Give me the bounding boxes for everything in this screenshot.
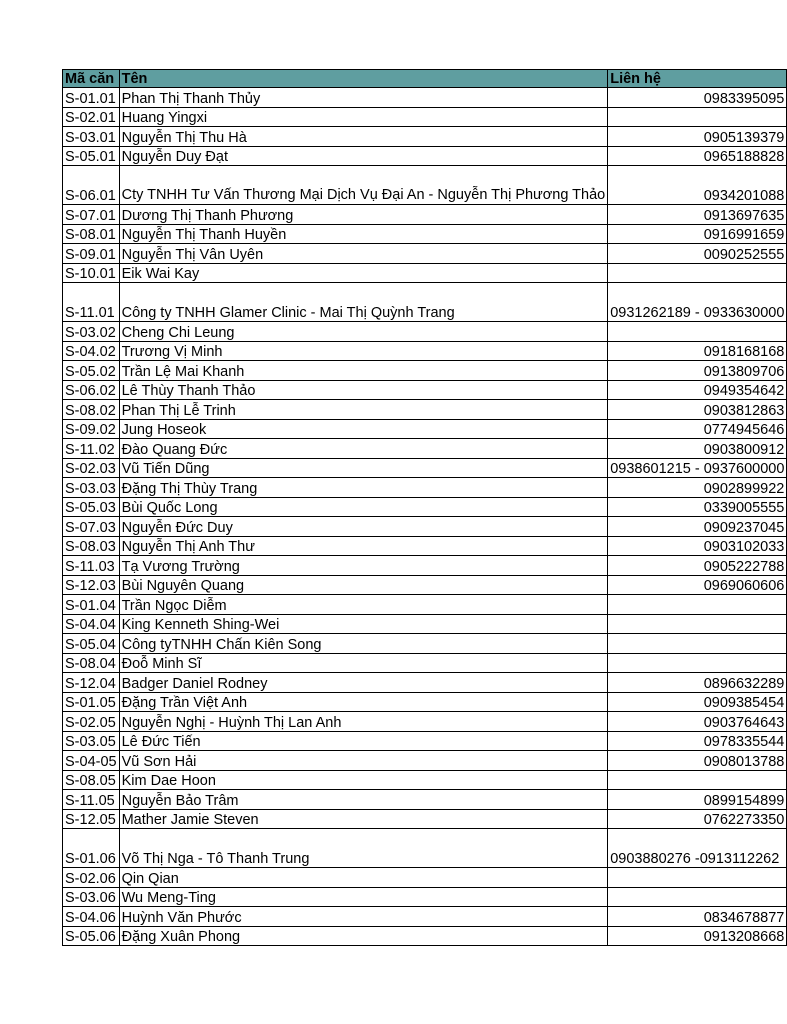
owner-name-cell: Bùi Quốc Long	[119, 497, 608, 517]
owner-name-cell: Cty TNHH Tư Vấn Thương Mại Dịch Vụ Đại An - Nguyễn Thị Phương Thảo	[119, 166, 608, 205]
owner-name-cell: Tạ Vương Trường	[119, 556, 608, 576]
table-row	[63, 283, 787, 322]
contact-phone-cell: 0949354642	[608, 380, 787, 400]
table-row	[63, 731, 787, 751]
contact-phone-cell: 0916991659	[608, 224, 787, 244]
unit-code-cell: S-08.05	[63, 770, 120, 790]
unit-code-cell: S-11.05	[63, 790, 120, 810]
table-body	[63, 88, 787, 946]
contact-phone-cell: 0909385454	[608, 692, 787, 712]
contact-phone-cell: 0934201088	[608, 166, 787, 205]
unit-code-cell: S-04.06	[63, 907, 120, 927]
unit-code-cell: S-01.05	[63, 692, 120, 712]
owner-name-cell: Đặng Trần Việt Anh	[119, 692, 608, 712]
table-row	[63, 107, 787, 127]
owner-name-cell: Vũ Sơn Hải	[119, 751, 608, 771]
unit-code-cell: S-11.03	[63, 556, 120, 576]
owner-name-cell: Huỳnh Văn Phước	[119, 907, 608, 927]
unit-code-cell: S-08.01	[63, 224, 120, 244]
contact-phone-cell: 0938601215 - 0937600000	[608, 458, 787, 478]
unit-code-cell: S-01.06	[63, 829, 120, 868]
owner-name-cell: Đoỗ Minh Sĩ	[119, 653, 608, 673]
contact-phone-cell	[608, 887, 787, 907]
unit-code-cell: S-07.03	[63, 517, 120, 537]
table-row	[63, 146, 787, 166]
table-row	[63, 926, 787, 946]
unit-code-cell: S-08.03	[63, 536, 120, 556]
table-row	[63, 595, 787, 615]
contact-phone-cell: 0903812863	[608, 400, 787, 420]
unit-code-cell: S-11.02	[63, 439, 120, 459]
contact-phone-cell: 0902899922	[608, 478, 787, 498]
table-row	[63, 634, 787, 654]
owner-name-cell: Qin Qian	[119, 868, 608, 888]
contact-phone-cell	[608, 634, 787, 654]
table-row	[63, 809, 787, 829]
owner-name-cell: Wu Meng-Ting	[119, 887, 608, 907]
contact-phone-cell	[608, 770, 787, 790]
header-name: Tên	[119, 70, 608, 88]
table-row	[63, 887, 787, 907]
unit-code-cell: S-02.06	[63, 868, 120, 888]
table-row	[63, 907, 787, 927]
unit-code-cell: S-01.04	[63, 595, 120, 615]
unit-code-cell: S-09.02	[63, 419, 120, 439]
owner-name-cell: Lê Thùy Thanh Thảo	[119, 380, 608, 400]
table-row	[63, 439, 787, 459]
owner-name-cell: Nguyễn Đức Duy	[119, 517, 608, 537]
table-row	[63, 751, 787, 771]
unit-code-cell: S-05.01	[63, 146, 120, 166]
table-row	[63, 127, 787, 147]
contact-phone-cell: 0903800912	[608, 439, 787, 459]
table-row	[63, 361, 787, 381]
contact-phone-cell: 0899154899	[608, 790, 787, 810]
contact-phone-cell: 0905139379	[608, 127, 787, 147]
contact-phone-cell: 0965188828	[608, 146, 787, 166]
table-row	[63, 868, 787, 888]
unit-code-cell: S-04.04	[63, 614, 120, 634]
contact-phone-cell	[608, 107, 787, 127]
table-row	[63, 224, 787, 244]
table-row	[63, 575, 787, 595]
contact-phone-cell: 0834678877	[608, 907, 787, 927]
unit-code-cell: S-07.01	[63, 205, 120, 225]
contact-phone-cell: 0913697635	[608, 205, 787, 225]
owner-name-cell: Phan Thị Lễ Trinh	[119, 400, 608, 420]
owner-name-cell: Nguyễn Thị Anh Thư	[119, 536, 608, 556]
table-row	[63, 400, 787, 420]
table-row	[63, 829, 787, 868]
owner-name-cell: Công tyTNHH Chấn Kiên Song	[119, 634, 608, 654]
table-row	[63, 692, 787, 712]
contact-phone-cell	[608, 653, 787, 673]
owner-name-cell: Đặng Thị Thùy Trang	[119, 478, 608, 498]
header-contact: Liên hệ	[608, 70, 787, 88]
owner-name-cell: Đào Quang Đức	[119, 439, 608, 459]
owner-name-cell: Phan Thị Thanh Thủy	[119, 88, 608, 108]
contact-phone-cell: 0931262189 - 0933630000	[608, 283, 787, 322]
unit-code-cell: S-12.05	[63, 809, 120, 829]
contact-phone-cell: 0905222788	[608, 556, 787, 576]
table-row	[63, 341, 787, 361]
contact-phone-cell: 0774945646	[608, 419, 787, 439]
unit-code-cell: S-03.06	[63, 887, 120, 907]
owner-name-cell: Nguyễn Thị Thu Hà	[119, 127, 608, 147]
contact-phone-cell: 0339005555	[608, 497, 787, 517]
owner-name-cell: Nguyễn Duy Đạt	[119, 146, 608, 166]
unit-code-cell: S-02.03	[63, 458, 120, 478]
owner-name-cell: Cheng Chi Leung	[119, 322, 608, 342]
contact-phone-cell: 0909237045	[608, 517, 787, 537]
unit-code-cell: S-04-05	[63, 751, 120, 771]
unit-code-cell: S-09.01	[63, 244, 120, 264]
unit-code-cell: S-03.01	[63, 127, 120, 147]
owner-name-cell: King Kenneth Shing-Wei	[119, 614, 608, 634]
contact-phone-cell: 0903880276 -0913112262	[608, 829, 787, 868]
table-row	[63, 205, 787, 225]
table-row	[63, 419, 787, 439]
table-row	[63, 478, 787, 498]
owner-name-cell: Huang Yingxi	[119, 107, 608, 127]
table-row	[63, 322, 787, 342]
contact-phone-cell: 0762273350	[608, 809, 787, 829]
table-row	[63, 88, 787, 108]
table-row	[63, 166, 787, 205]
owner-name-cell: Nguyễn Bảo Trâm	[119, 790, 608, 810]
owner-name-cell: Đặng Xuân Phong	[119, 926, 608, 946]
contact-phone-cell: 0978335544	[608, 731, 787, 751]
table-row	[63, 536, 787, 556]
unit-code-cell: S-04.02	[63, 341, 120, 361]
unit-code-cell: S-10.01	[63, 263, 120, 283]
owner-name-cell: Mather Jamie Steven	[119, 809, 608, 829]
owner-name-cell: Nguyễn Thị Thanh Huyền	[119, 224, 608, 244]
unit-code-cell: S-03.05	[63, 731, 120, 751]
unit-code-cell: S-11.01	[63, 283, 120, 322]
unit-code-cell: S-08.04	[63, 653, 120, 673]
unit-code-cell: S-05.03	[63, 497, 120, 517]
owner-name-cell: Jung Hoseok	[119, 419, 608, 439]
table-row	[63, 517, 787, 537]
unit-code-cell: S-08.02	[63, 400, 120, 420]
header-unit-code: Mã căn	[63, 70, 120, 88]
owner-name-cell: Dương Thị Thanh Phương	[119, 205, 608, 225]
contact-phone-cell: 0908013788	[608, 751, 787, 771]
unit-code-cell: S-02.05	[63, 712, 120, 732]
unit-code-cell: S-05.06	[63, 926, 120, 946]
contact-phone-cell: 0913208668	[608, 926, 787, 946]
unit-code-cell: S-12.03	[63, 575, 120, 595]
header-row	[63, 70, 787, 88]
table-row	[63, 263, 787, 283]
contact-phone-cell: 0983395095	[608, 88, 787, 108]
owner-name-cell: Nguyễn Nghị - Huỳnh Thị Lan Anh	[119, 712, 608, 732]
unit-code-cell: S-03.03	[63, 478, 120, 498]
unit-code-cell: S-06.02	[63, 380, 120, 400]
contact-phone-cell	[608, 263, 787, 283]
table-header	[63, 70, 787, 88]
owner-name-cell: Trần Ngọc Diễm	[119, 595, 608, 615]
owner-name-cell: Nguyễn Thị Vân Uyên	[119, 244, 608, 264]
unit-code-cell: S-06.01	[63, 166, 120, 205]
table-row	[63, 770, 787, 790]
table-row	[63, 614, 787, 634]
table-row	[63, 497, 787, 517]
owner-name-cell: Kim Dae Hoon	[119, 770, 608, 790]
contact-phone-cell: 0969060606	[608, 575, 787, 595]
table-row	[63, 458, 787, 478]
owner-name-cell: Công ty TNHH Glamer Clinic - Mai Thị Quỳnh Trang	[119, 283, 608, 322]
owner-name-cell: Võ Thị Nga - Tô Thanh Trung	[119, 829, 608, 868]
table-row	[63, 380, 787, 400]
contact-phone-cell	[608, 322, 787, 342]
unit-code-cell: S-03.02	[63, 322, 120, 342]
owner-name-cell: Trương Vị Minh	[119, 341, 608, 361]
table-row	[63, 673, 787, 693]
owner-name-cell: Trần Lệ Mai Khanh	[119, 361, 608, 381]
table-row	[63, 712, 787, 732]
contact-phone-cell: 0896632289	[608, 673, 787, 693]
table-row	[63, 790, 787, 810]
table-row	[63, 556, 787, 576]
table-row	[63, 244, 787, 264]
unit-code-cell: S-02.01	[63, 107, 120, 127]
contact-phone-cell: 0903764643	[608, 712, 787, 732]
contact-phone-cell: 0090252555	[608, 244, 787, 264]
unit-code-cell: S-01.01	[63, 88, 120, 108]
table-row	[63, 653, 787, 673]
unit-code-cell: S-05.04	[63, 634, 120, 654]
owner-name-cell: Eik Wai Kay	[119, 263, 608, 283]
contact-phone-cell	[608, 614, 787, 634]
contact-phone-cell: 0913809706	[608, 361, 787, 381]
owner-name-cell: Badger Daniel Rodney	[119, 673, 608, 693]
owner-name-cell: Lê Đức Tiến	[119, 731, 608, 751]
contact-phone-cell: 0903102033	[608, 536, 787, 556]
unit-code-cell: S-12.04	[63, 673, 120, 693]
contact-phone-cell	[608, 868, 787, 888]
unit-code-cell: S-05.02	[63, 361, 120, 381]
owner-name-cell: Bùi Nguyên Quang	[119, 575, 608, 595]
owner-name-cell: Vũ Tiến Dũng	[119, 458, 608, 478]
contact-phone-cell	[608, 595, 787, 615]
resident-contact-table	[62, 69, 787, 946]
contact-phone-cell: 0918168168	[608, 341, 787, 361]
